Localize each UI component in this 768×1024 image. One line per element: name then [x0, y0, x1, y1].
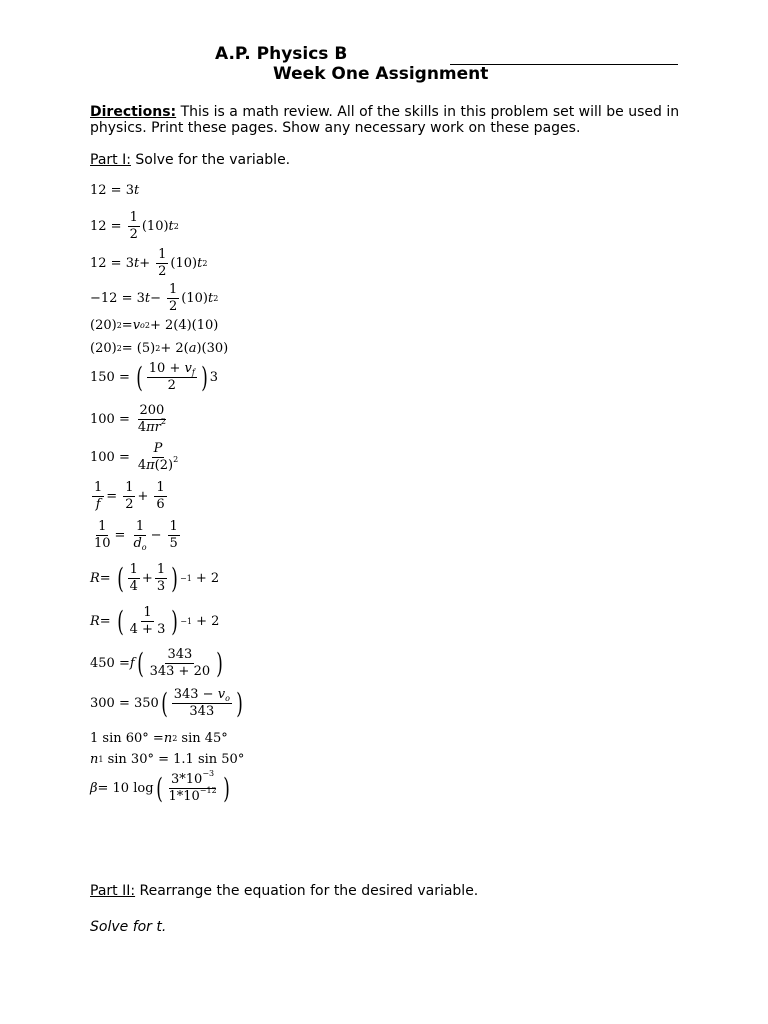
equation-15: 300 = 350 ( $343 - v_o$ 343 ) — [90, 686, 243, 720]
part1-text: Solve for the variable. — [130, 152, 291, 168]
equation-16: 1 sin 60° = n 2 sin 45° — [90, 731, 228, 746]
directions-text: This is a math review. All of the skills in this problem set will be used in physics. Print these pages. Show any necessary work on these pages. — [90, 104, 680, 136]
equation-4: −12 = 3 t − 1 2 (10) t 2 — [90, 282, 219, 314]
part2-heading — [90, 883, 690, 899]
equation-5: (20) 2 = v o 2 + 2(4)(10) — [90, 318, 219, 333]
equation-2: 12 = 1 2 (10) t 2 — [90, 210, 179, 242]
equation-6: (20) 2 = (5) 2 + 2( a )(30) — [90, 341, 229, 356]
equation-14: 450 = f ( 343 343 + 20 ) — [90, 646, 223, 680]
equation-1: 12 = 3 t — [90, 183, 140, 198]
part1-label: Part I: — [90, 152, 131, 168]
directions-label: Directions: — [90, 104, 177, 120]
part2-label: Part II: — [90, 883, 136, 899]
equation-12: R = ( 1 4 + 1 3 ) −1 + 2 — [90, 561, 220, 595]
solve-for-t: Solve for t. — [90, 919, 167, 935]
directions-paragraph — [90, 104, 690, 136]
part1-heading — [90, 152, 690, 168]
equation-11: 1 10 = 1 $d_o$ − 1 5 — [94, 519, 178, 552]
part2-text: Rearrange the equation for the desired variable. — [135, 883, 479, 899]
equation-3: 12 = 3 t + 1 2 (10) t 2 — [90, 247, 208, 279]
name-blank-line[interactable] — [450, 46, 678, 65]
equation-18: β = 10 log ( $3*10^{-3}$ $1*10^{-12}$ ) — [90, 769, 230, 805]
page-header — [0, 44, 768, 88]
equation-13: R = ( 1 4 + 3 ) −1 + 2 — [90, 604, 220, 638]
equation-17: n 1 sin 30° = 1.1 sin 50° — [90, 752, 245, 767]
equation-9: 100 = P $4\pi(2)^2$ — [90, 441, 179, 473]
equation-7: 150 = ( $10 + v_f$ 2 ) 3 — [90, 360, 219, 394]
assignment-title: Week One Assignment — [273, 64, 489, 84]
course-title: A.P. Physics B — [215, 44, 348, 64]
equation-8: 100 = 200 $4\pi r^2$ — [90, 403, 166, 435]
equation-10: 1 f = 1 2 + 1 6 — [94, 480, 165, 512]
